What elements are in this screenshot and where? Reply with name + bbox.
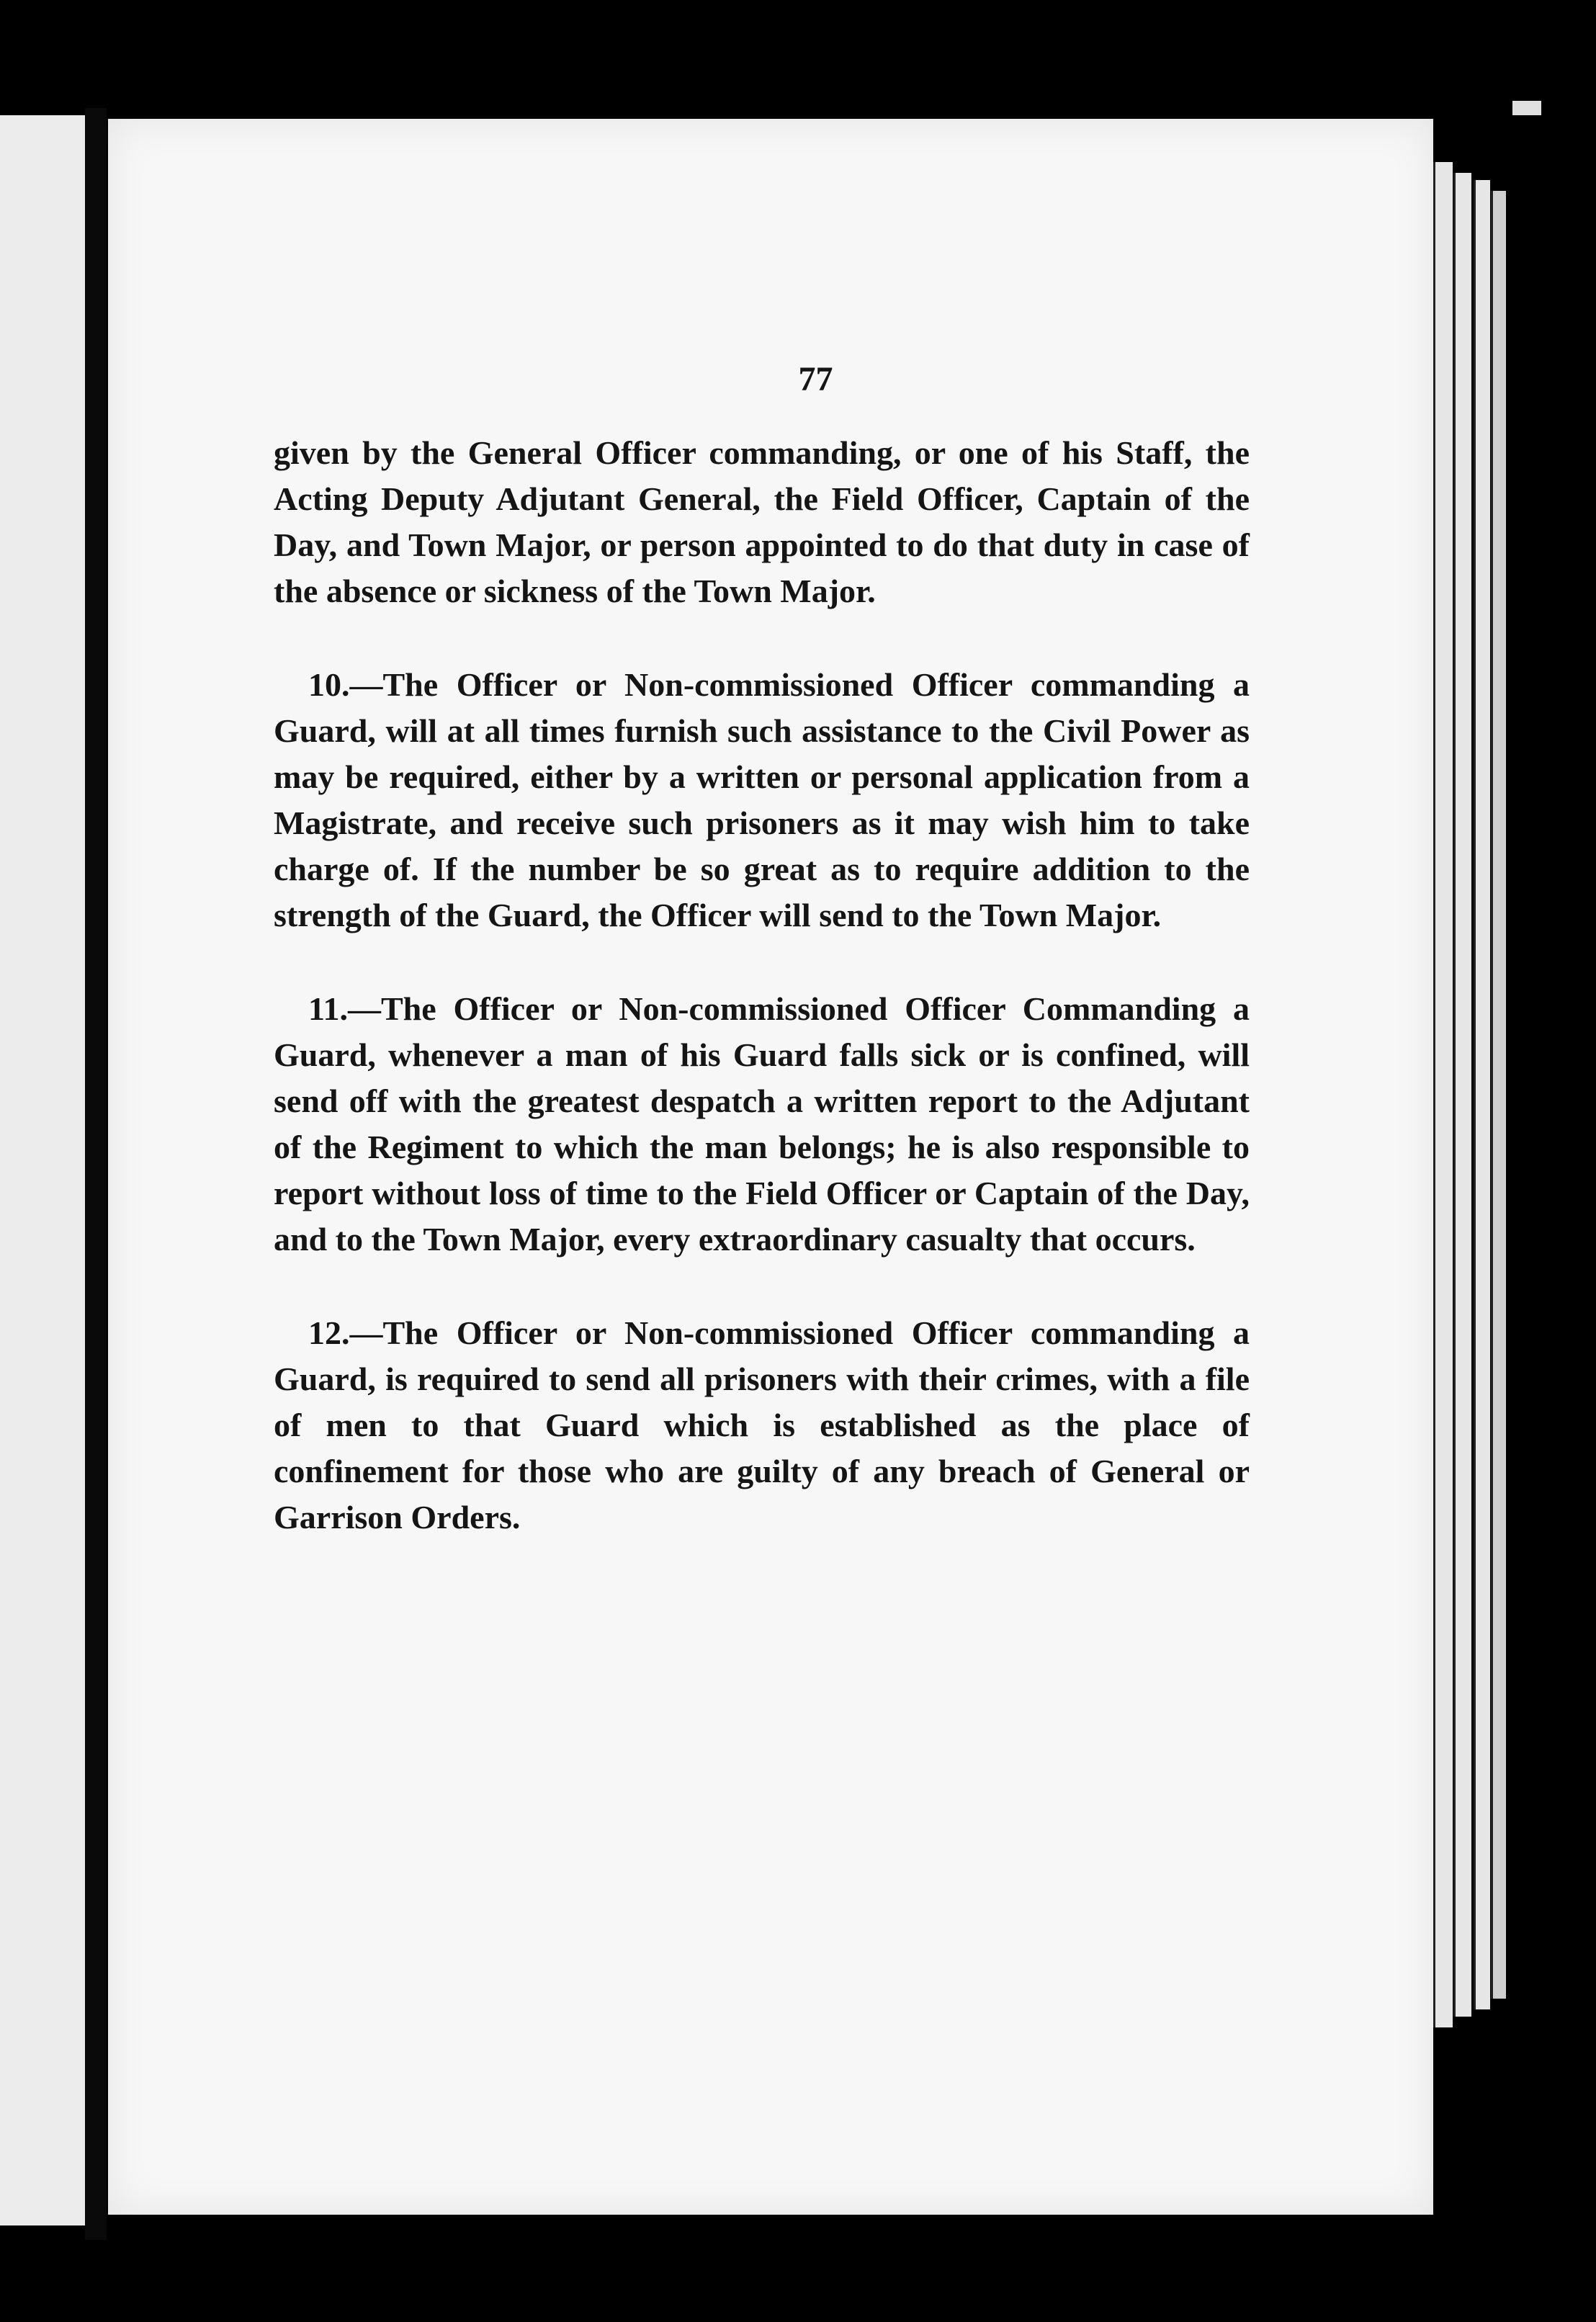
left-page-edge: [0, 115, 85, 2225]
paragraph-10: 10.—The Officer or Non-commissioned Officer commanding a Guard, will at all times furnish such assistance to the Civil Power as may be required, either by a written or personal application from a Magistrate, and receive such prisoners as it may wish him to take charge of. If the number be so great as to require addition to the strength of the Guard, the Officer will send to the Town Major.: [274, 666, 1250, 933]
page-edge: [1453, 173, 1471, 2017]
paragraph-12: 12.—The Officer or Non-commissioned Officer commanding a Guard, is required to send all prisoners with their crimes, with a file of men to that Guard which is established as the place of confinement for those who are guilty of any breach of General or Garrison Orders.: [274, 1314, 1250, 1536]
book-gutter: [85, 108, 107, 2240]
page-edge: [1491, 191, 1506, 1999]
paragraph-continuation: given by the General Officer commanding, or one of his Staff, the Acting Deputy Adjutant General, the Field Officer, Captain of the Day, and Town Major, or person appointed to do that duty in case of the absence or sickness of the Town Major.: [274, 434, 1250, 609]
paragraph-11: 11.—The Officer or Non-commissioned Officer Commanding a Guard, whenever a man of his Guard falls sick or is confined, will send off with the greatest despatch a written report to the Adjutant of the Regiment to which the man belongs; he is also responsible to report without loss of time to the Field Officer or Captain of the Day, and to the Town Major, every extraordinary casualty that occurs.: [274, 990, 1250, 1258]
page-edge: [1474, 180, 1490, 2009]
book-page: [108, 119, 1433, 2215]
page-text-block: [274, 357, 1250, 1588]
page-corner-mark: [1512, 101, 1541, 115]
page-number: 77: [798, 360, 833, 398]
page-edge: [1433, 162, 1453, 2027]
